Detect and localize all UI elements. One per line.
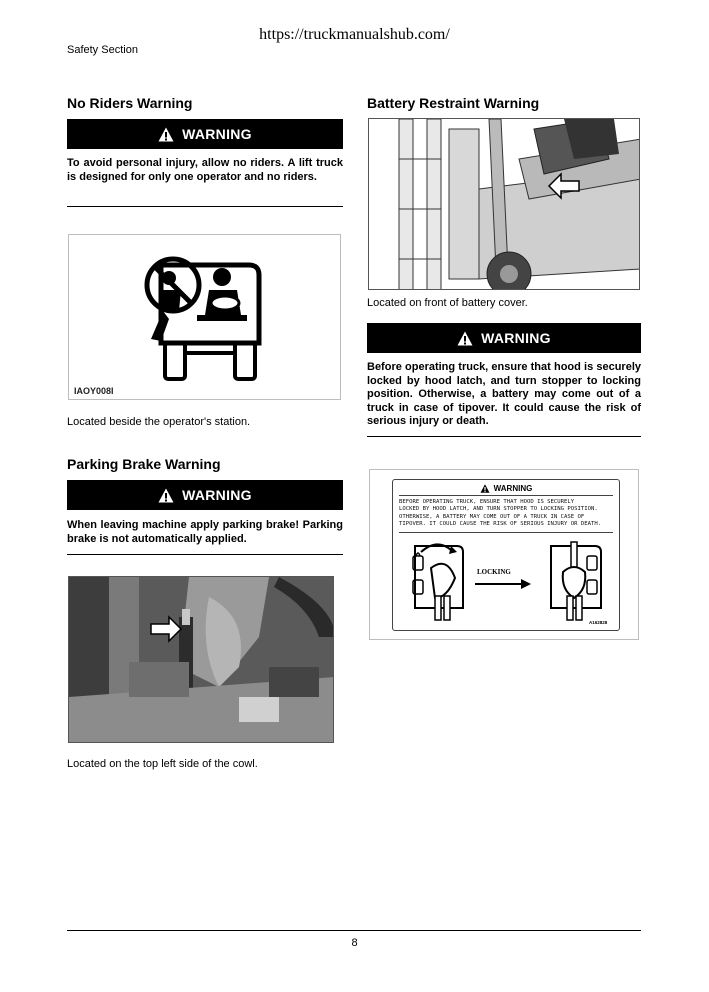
decal-text (399, 499, 615, 529)
divider (67, 206, 343, 207)
page-number: 8 (351, 937, 358, 949)
parking-brake-caption: Located on the top left side of the cowl. (67, 758, 258, 770)
warning-label: WARNING (182, 126, 252, 142)
no-riders-warning-bar (67, 119, 343, 149)
divider (399, 495, 613, 496)
arrow-right-icon (475, 579, 531, 589)
parking-brake-heading: Parking Brake Warning (67, 456, 221, 472)
no-riders-warning-text: To avoid personal injury, allow no riders. A lift truck is designed for only one operator and no riders. (67, 157, 343, 183)
section-label: Safety Section (67, 44, 138, 56)
warning-triangle-icon (158, 127, 174, 142)
decal-figure (369, 469, 639, 640)
no-riders-figure (68, 234, 341, 400)
decal-warning-label: WARNING (493, 484, 533, 493)
unlocked-latch-icon (407, 538, 467, 626)
divider (367, 436, 641, 437)
footer-rule (67, 930, 641, 931)
parking-brake-warning-bar (67, 480, 343, 510)
divider (399, 532, 613, 533)
locking-label: LOCKING (477, 568, 511, 576)
warning-triangle-icon (158, 488, 174, 503)
locked-latch-icon (543, 538, 608, 626)
battery-warning-bar (367, 323, 641, 353)
cowl-photo (69, 577, 334, 743)
no-riders-pictogram (69, 235, 341, 400)
warning-label: WARNING (182, 487, 252, 503)
decal-line: TIPOVER. IT COULD CAUSE THE RISK OF SERIOUS INJURY OR DEATH. (399, 521, 602, 528)
divider (67, 554, 343, 555)
warning-triangle-icon (457, 331, 473, 346)
parking-brake-warning-text: When leaving machine apply parking brake! Parking brake is not automatically applied. (67, 519, 343, 545)
decal-code: A162828 (589, 620, 608, 625)
figure-code: IAOY008I (74, 386, 114, 396)
site-url: https://truckmanualshub.com/ (259, 26, 450, 43)
decal-line: LOCKED BY HOOD LATCH, AND TURN STOPPER TO LOCKING POSITION. (399, 506, 598, 513)
warning-decal (392, 479, 620, 631)
decal-warning-header (393, 484, 619, 493)
parking-brake-figure (68, 576, 334, 743)
battery-warning-text: Before operating truck, ensure that hood is securely locked by hood latch, and turn stopper to locking position. Otherwise, a battery may come out of a truck in case of tipover. It could cause the risk of serious injury or death. (367, 361, 641, 427)
battery-restraint-heading: Battery Restraint Warning (367, 95, 540, 111)
warning-label: WARNING (481, 330, 551, 346)
warning-triangle-icon (480, 484, 490, 493)
battery-cover-illustration (369, 119, 640, 290)
decal-line: BEFORE OPERATING TRUCK, ENSURE THAT HOOD IS SECURELY (399, 499, 575, 505)
no-riders-caption: Located beside the operator's station. (67, 416, 251, 428)
decal-line: OTHERWISE, A BATTERY MAY COME OUT OF A TRUCK IN CASE OF (399, 513, 585, 520)
battery-figure (368, 118, 640, 290)
no-riders-heading: No Riders Warning (67, 95, 193, 111)
battery-caption: Located on front of battery cover. (367, 297, 528, 309)
